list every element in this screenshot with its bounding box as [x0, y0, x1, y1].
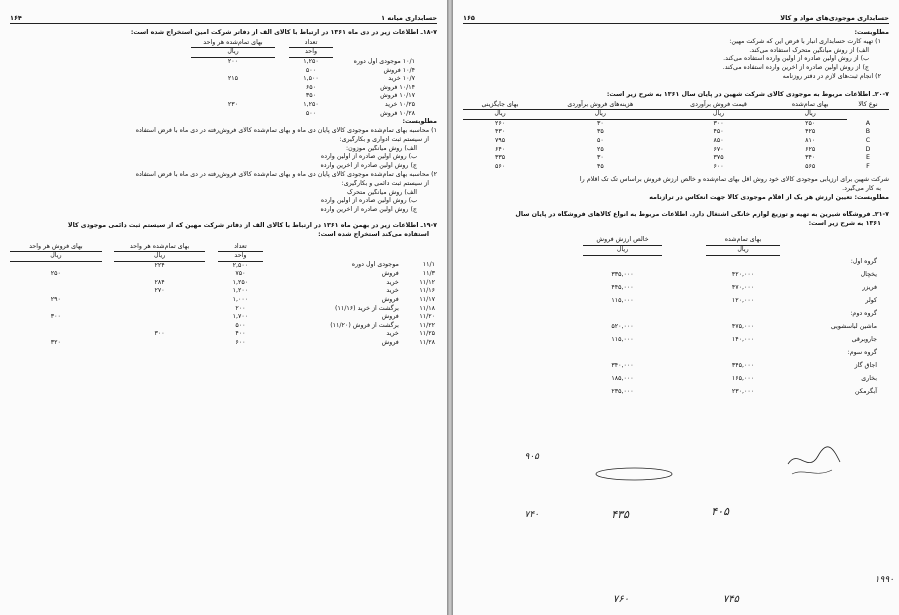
table-row: ۱۰/۱۴ فروش ۶۵۰ [305, 83, 415, 91]
q19-col-sale: بهای فروش هر واحد [10, 243, 102, 252]
table-row: کولر ۱۲۰,۰۰۰ ۱۱۵,۰۰۰ [611, 297, 877, 305]
q19-unit-qty: واحد [218, 252, 264, 262]
table-row: ۱۱/۱۶ خرید ۱,۲۰۰ ۲۷۰ [154, 287, 435, 295]
group-label: گروه اول: [850, 257, 877, 265]
table-row: A ۲۵۰ ۳۰۰ ۳۰ ۲۶۰ [494, 119, 871, 127]
table-row: B ۴۲۵ ۴۵۰ ۳۵ ۴۳۰ [494, 128, 871, 136]
table-row: فریزر ۴۷۰,۰۰۰ ۴۴۵,۰۰۰ [611, 284, 877, 292]
table-row: ۱۱/۳ فروش ۷۵۰ ۲۵۰ [50, 270, 435, 278]
q20-text-2: به کار می‌گیرد. [842, 185, 881, 193]
handwritten-circle [594, 466, 674, 482]
page-number: ۱۶۴ [10, 14, 22, 22]
req-line: ج) روش اولین صادره از آخرین وارده [320, 162, 417, 170]
table-row: ۱۱/۲۸ فروش ۶۰۰ ۳۲۰ [50, 339, 435, 347]
q21-col-cost: بهای تمام‌شده [706, 236, 780, 245]
table-row: آبگرمکن ۲۳۰,۰۰۰ ۲۳۵,۰۰۰ [611, 388, 877, 396]
handwritten-note: ۴۰۵ [711, 505, 729, 518]
req-line: الف) از روش میانگین متحرک استفاده می‌کند. [749, 46, 869, 54]
handwritten-note: ۴۳۵ [611, 508, 629, 521]
q20-col-selling-cost: هزینه‌های فروش برآوردی [537, 101, 664, 110]
q18-unit-cost: ریال [191, 48, 275, 58]
table-row: F ۵۶۵ ۶۰۰ ۴۵ ۵۶۰ [494, 162, 870, 170]
table-row: ۱۰/۲۵ خرید ۱,۲۵۰ ۲۳۰ [227, 100, 415, 108]
q19-title-2: استفاده می‌کند استخراج شده است: [318, 230, 429, 238]
q20-col-item: نوع کالا [847, 101, 889, 110]
table-row: ۱۱/۱۸ برگشت از خرید (۱۱/۱۶) ۲۰۰ [235, 304, 435, 312]
q18-col-cost: بهای تمام‌شده هر واحد [191, 39, 275, 48]
req-line: ۱) تهیه کارت حسابداری انبار با فرض این که شرکت مهین: [729, 37, 881, 45]
q20-col-price: قیمت فروش برآوردی [664, 101, 774, 110]
q19-col-cost: بهای تمام‌شده هر واحد [114, 243, 206, 252]
req-line: ج) روش اولین صادره از آخرین وارده [320, 206, 417, 214]
page-164 [0, 0, 447, 615]
req-line: الف) روش میانگین موزون: [346, 144, 417, 152]
table-row: ۱۰/۲۸ فروش ۵۰۰ [305, 109, 415, 117]
q18-title: ۱۸-۷ـ اطلاعات زیر در دی ماه ۱۳۶۱ در ارتباط با کالای الف از دفاتر شرکت امین استخراج شده است: [130, 29, 437, 36]
q21-title: ۲۱-۷ـ فروشگاه شیرین به تهیه و توزیع لوازم خانگی اشتغال دارد. اطلاعات مربوط به انواع کالاهای فروشگاه در پایان سال [515, 210, 889, 218]
req-title: مطلوبست: [854, 29, 889, 36]
q18-req-title: مطلوبست: [402, 118, 437, 126]
req-line: ب) روش اولین صادره از اولین وارده [320, 153, 417, 161]
table-row: ۱۱/۲۲ برگشت از فروش (۱۱/۲۰) ۵۰۰ [235, 321, 435, 329]
table-row: یخچال ۴۲۰,۰۰۰ ۳۳۵,۰۰۰ [611, 271, 877, 279]
handwritten-note: ۷۶۰ [612, 594, 629, 605]
q20-col-cost: بهای تمام‌شده [773, 101, 846, 110]
q19-title: ۱۹-۷ـ اطلاعات زیر در بهمن ماه ۱۳۶۱ در ارتباط با کالای الف از دفاتر شرکت مهین که از سیستم ثبت دائمی موجودی کالا [67, 221, 437, 229]
req-line: الف) روش میانگین متحرک [347, 188, 417, 196]
q20-col-replacement: بهای جایگزینی [463, 101, 537, 110]
q20-req: مطلوبست: تعیین ارزش هر یک از اقلام موجودی کالا جهت انعکاس در ترازنامه [649, 193, 889, 201]
q19-unit-sale: ریال [10, 252, 102, 262]
table-row: ۱۱/۲۰ فروش ۱,۷۰۰ ۳۰۰ [50, 313, 435, 321]
table-row: گروه سوم: [847, 349, 877, 357]
handwritten-note: ۷۴۵ [722, 594, 739, 605]
q20-title: ۲۰-۷ـ اطلاعات مربوط به موجودی کالای شرکت شهین در پایان سال ۱۳۶۱ به شرح زیر است: [606, 90, 889, 98]
table-row: D ۶۲۵ ۶۷۰ ۲۵ ۶۴۰ [494, 145, 871, 153]
q18-table [191, 39, 417, 118]
table-row: C ۸۱۰ ۸۵۰ ۵۰ ۷۹۵ [494, 136, 871, 144]
handwritten-note: ۷۴۰ [524, 510, 539, 520]
table-row: ۱۰/۱۷ فروش ۳۵۰ [305, 92, 415, 100]
table-row: E ۳۴۰ ۳۷۵ ۳۰ ۳۳۵ [494, 154, 870, 162]
table-row: ۱۱/۲۵ خرید ۴۰۰ ۳۰۰ [154, 330, 435, 338]
req-line: از سیستم ثبت ادواری و بکارگیری: [339, 135, 429, 143]
header-title: حسابداری موجودی‌های مواد و کالا [780, 14, 889, 22]
page-165 [453, 0, 899, 615]
q19-unit-cost: ریال [114, 252, 206, 262]
q21-table: بهای تمام‌شده خالص ارزش فروش ریال ریال گروه اول: یخچال ۴۲۰,۰۰۰ ۳۳۵,۰۰۰ فریزر ۴۷۰,۰۰۰ ۴۴۵,۰۰۰ کولر ۱۲۰,۰۰۰ ۱۱۵,۰۰۰ گروه دوم: ماشین لباسشویی ۴۷۵,۰۰۰ ۵۲۰,۰۰۰ جاروبرقی ۱۴۰,۰۰۰ ۱۱۵,۰۰۰ گروه سوم: اجاق گاز ۳۴۵,۰۰۰ ۳۴۰,۰۰۰ بخاری ۱۶۵,۰۰۰ ۱۸۵,۰۰۰ آبگرمکن ۲۳۰,۰۰۰ ۲۳۵,۰۰۰ [583, 236, 879, 399]
req-line: ۱) محاسبه بهای تمام‌شده موجودی کالای پایان دی ماه و بهای تمام‌شده کالای فروش‌رفته در دی ماه با فرض استفاده [135, 126, 437, 134]
table-row: ماشین لباسشویی ۴۷۵,۰۰۰ ۵۲۰,۰۰۰ [611, 323, 877, 331]
table-row: ۱۰/۱ موجودی اول دوره ۱,۲۵۰ ۲۰۰ [227, 57, 415, 65]
table-row: اجاق گاز ۳۴۵,۰۰۰ ۳۴۰,۰۰۰ [611, 362, 877, 370]
page-header [463, 4, 889, 24]
page-header [10, 4, 437, 24]
q18-col-qty: تعداد [289, 39, 333, 48]
table-row: ۱۱/۱ موجودی اول دوره ۲,۵۰۰ ۲۲۴ [154, 261, 435, 269]
req-line: ب) روش اولین صادره از اولین وارده [320, 197, 417, 205]
table-row: ۱۱/۱۲ خرید ۱,۲۵۰ ۲۸۴ [154, 278, 435, 286]
table-row: ۱۱/۱۷ فروش ۱,۰۰۰ ۲۹۰ [50, 296, 435, 304]
table-row: ۱۰/۷ خرید ۱,۵۰۰ ۲۱۵ [227, 75, 415, 83]
q20-text-1: شرکت شهین برای ارزیابی موجودی کالای خود روش اقل بهای تمام‌شده و خالص ارزش فروش براساس تک تک اقلام را [579, 176, 889, 184]
q19-table [10, 243, 437, 348]
req-line: ب) از روش اولین صادره از اولین وارده استفاده می‌کند. [723, 55, 869, 63]
req-line: از سیستم ثبت دائمی و بکارگیری: [341, 179, 429, 187]
handwritten-note: ۹۰۵ [524, 452, 539, 462]
table-row: ۱۰/۴ فروش ۵۰۰ [305, 66, 415, 74]
table-row: گروه دوم: [850, 310, 877, 318]
table-row: بخاری ۱۶۵,۰۰۰ ۱۸۵,۰۰۰ [611, 375, 877, 383]
q18-unit-qty: واحد [289, 48, 333, 58]
q21-title-2: ۱۳۶۱ به شرح زیر است: [808, 219, 881, 227]
handwritten-note: ۱۹۹۰ [874, 575, 894, 585]
q19-col-qty: تعداد [218, 243, 264, 252]
req-line: ج) از روش اولین صادره از آخرین وارده استفاده می‌کند. [722, 64, 869, 72]
page-number: ۱۶۵ [463, 14, 475, 22]
q20-table: نوع کالا بهای تمام‌شده قیمت فروش برآوردی هزینه‌های فروش برآوردی بهای جایگزینی ریال ریال ریال ریال A ۲۵۰ ۳۰۰ ۳۰ ۲۶۰ B ۴۲۵ ۴۵۰ ۳۵ ۴۳۰ C ۸۱۰ ۸۵۰ ۵۰ ۷۹۵ D ۶۲۵ ۶۷۰ ۲۵ ۶۴۰ E ۳۴۰ ۳۷۵ ۳۰ ۳۳۵ F ۵۶۵ ۶۰۰ ۴۵ ۵۶۰ [463, 101, 889, 172]
header-title: حسابداری میانه ۱ [381, 14, 437, 22]
req-line: ۲) انجام ثبت‌های لازم در دفتر روزنامه [782, 72, 881, 80]
req-line: ۲) محاسبه بهای تمام‌شده موجودی کالای پایان دی ماه و بهای تمام‌شده کالای فروش‌رفته در دی ماه با فرض استفاده [135, 170, 437, 178]
table-row: جاروبرقی ۱۴۰,۰۰۰ ۱۱۵,۰۰۰ [611, 336, 877, 344]
handwritten-scribble [784, 444, 844, 480]
q21-col-nrv: خالص ارزش فروش [583, 236, 662, 245]
